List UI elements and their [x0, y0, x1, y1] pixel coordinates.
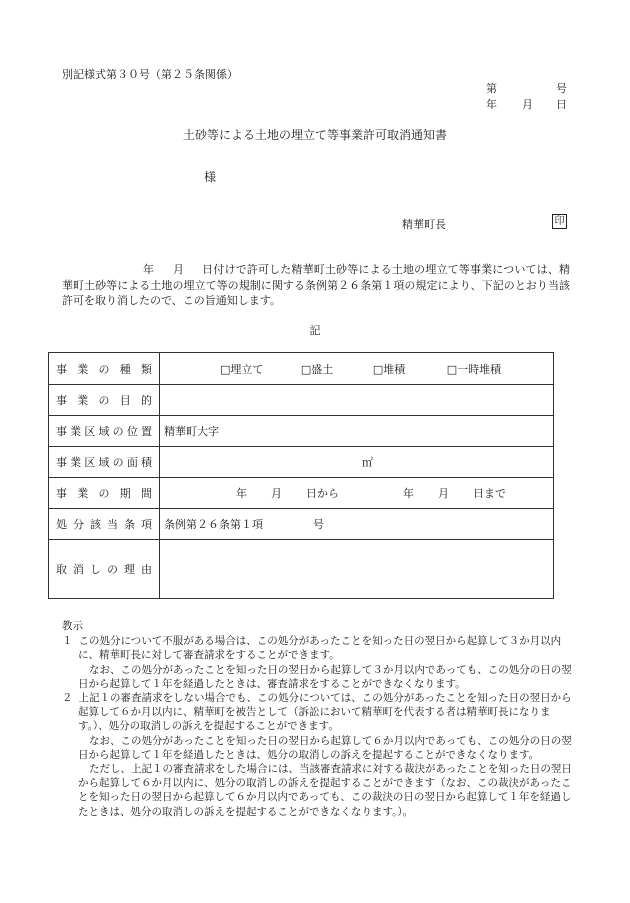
instruction-heading: 教示 — [62, 620, 83, 632]
table-row — [49, 353, 554, 385]
seal-mark: 印 — [552, 214, 567, 229]
table-row — [49, 447, 554, 478]
document-title: 土砂等による土地の埋立て等事業許可取消通知書 — [182, 128, 447, 142]
ki-heading: 記 — [309, 324, 321, 337]
reason-value[interactable] — [160, 540, 554, 599]
body-text: 日付けで許可した精華町土砂等による土地の埋立て等事業については、精華町土砂等による土地の埋立て等の規制に関する条例第２６条第１項の規定により、下記のとおり当該許可を取り消したので、この旨通知します。 — [62, 263, 570, 307]
instruction-item — [62, 691, 572, 734]
addressee-suffix: 様 — [204, 170, 217, 184]
kind-option[interactable]: □堆積 — [372, 362, 406, 376]
clause-prefix: 条例第２６条第１項 — [164, 518, 263, 531]
location-value[interactable]: 精華町大字 — [160, 416, 554, 447]
row-label: 事業区域の位置 — [49, 416, 160, 447]
row-label: 事業の種類 — [49, 353, 160, 385]
kind-options — [160, 353, 554, 385]
instruction-item — [62, 634, 572, 662]
instruction-subitem: なお、この処分があったことを知った日の翌日から起算して６か月以内であっても、この処分の日の翌日から起算して１年を経過したときは、処分の取消しの訴えを提起することができなくなります。 — [78, 734, 572, 761]
area-value[interactable]: ㎡ — [160, 447, 554, 478]
date-month: 月 — [522, 98, 533, 111]
row-label: 取消しの理由 — [49, 540, 160, 599]
clause-value[interactable] — [160, 509, 554, 540]
row-label: 事業の目的 — [49, 385, 160, 416]
period-end-day: 日まで — [473, 487, 506, 500]
period-start-month: 月 — [271, 487, 282, 500]
period-start-day: 日から — [306, 487, 339, 500]
date-year: 年 — [486, 98, 497, 111]
table-row — [49, 416, 554, 447]
date-day: 日 — [556, 98, 567, 111]
body-paragraph — [62, 262, 570, 309]
table-row — [49, 509, 554, 540]
table-row — [49, 385, 554, 416]
period-value[interactable] — [160, 478, 554, 509]
period-end-month: 月 — [438, 487, 449, 500]
kind-option[interactable]: □一時堆積 — [446, 362, 502, 376]
instruction-subitem: なお、この処分があったことを知った日の翌日から起算して３か月以内であっても、この処分の日の翌日から起算して１年を経過したときは、審査請求をすることができなくなります。 — [78, 663, 572, 690]
row-label: 処分該当条項 — [49, 509, 160, 540]
form-label: 別記様式第３０号（第２５条関係） — [62, 68, 238, 81]
clause-go: 号 — [313, 518, 324, 531]
table-row — [49, 540, 554, 599]
item-number: １ — [62, 635, 73, 648]
purpose-value[interactable] — [160, 385, 554, 416]
number-dai: 第 — [486, 82, 497, 95]
item-text: この処分について不服がある場合は、この処分があったことを知った日の翌日から起算して３か月以内に、精華町長に対して審査請求をすることができます。 — [78, 635, 562, 662]
body-year: 年 — [143, 263, 154, 276]
instruction-section — [62, 619, 572, 819]
kind-option[interactable]: □盛土 — [300, 362, 334, 376]
period-start-year: 年 — [236, 487, 247, 500]
number-go: 号 — [556, 82, 567, 95]
row-label: 事業の期間 — [49, 478, 160, 509]
period-end-year: 年 — [403, 487, 414, 500]
details-table — [48, 352, 554, 599]
table-row — [49, 478, 554, 509]
row-label: 事業区域の面積 — [49, 447, 160, 478]
body-month: 月 — [173, 263, 184, 276]
issuer-name: 精華町長 — [402, 218, 446, 231]
kind-option[interactable]: □埋立て — [220, 362, 264, 376]
instruction-subitem: ただし、上記１の審査請求をした場合には、当該審査請求に対する裁決があったことを知った日の翌日から起算して６か月以内に、処分の取消しの訴えを提起することができます（なお、この裁決があったことを知った日の翌日から起算して６か月以内であっても、この裁決の日の翌日から起算して１年を経過したときは、処分の取消しの訴えを提起することができなくなります。）。 — [78, 763, 572, 818]
item-number: ２ — [62, 692, 73, 705]
item-text: 上記１の審査請求をしない場合でも、この処分については、この処分があったことを知った日の翌日から起算して６か月以内に、精華町を被告として（訴訟において精華町を代表する者は精華町長になります。）、処分の取消しの訴えを提起することができます。 — [78, 692, 572, 733]
